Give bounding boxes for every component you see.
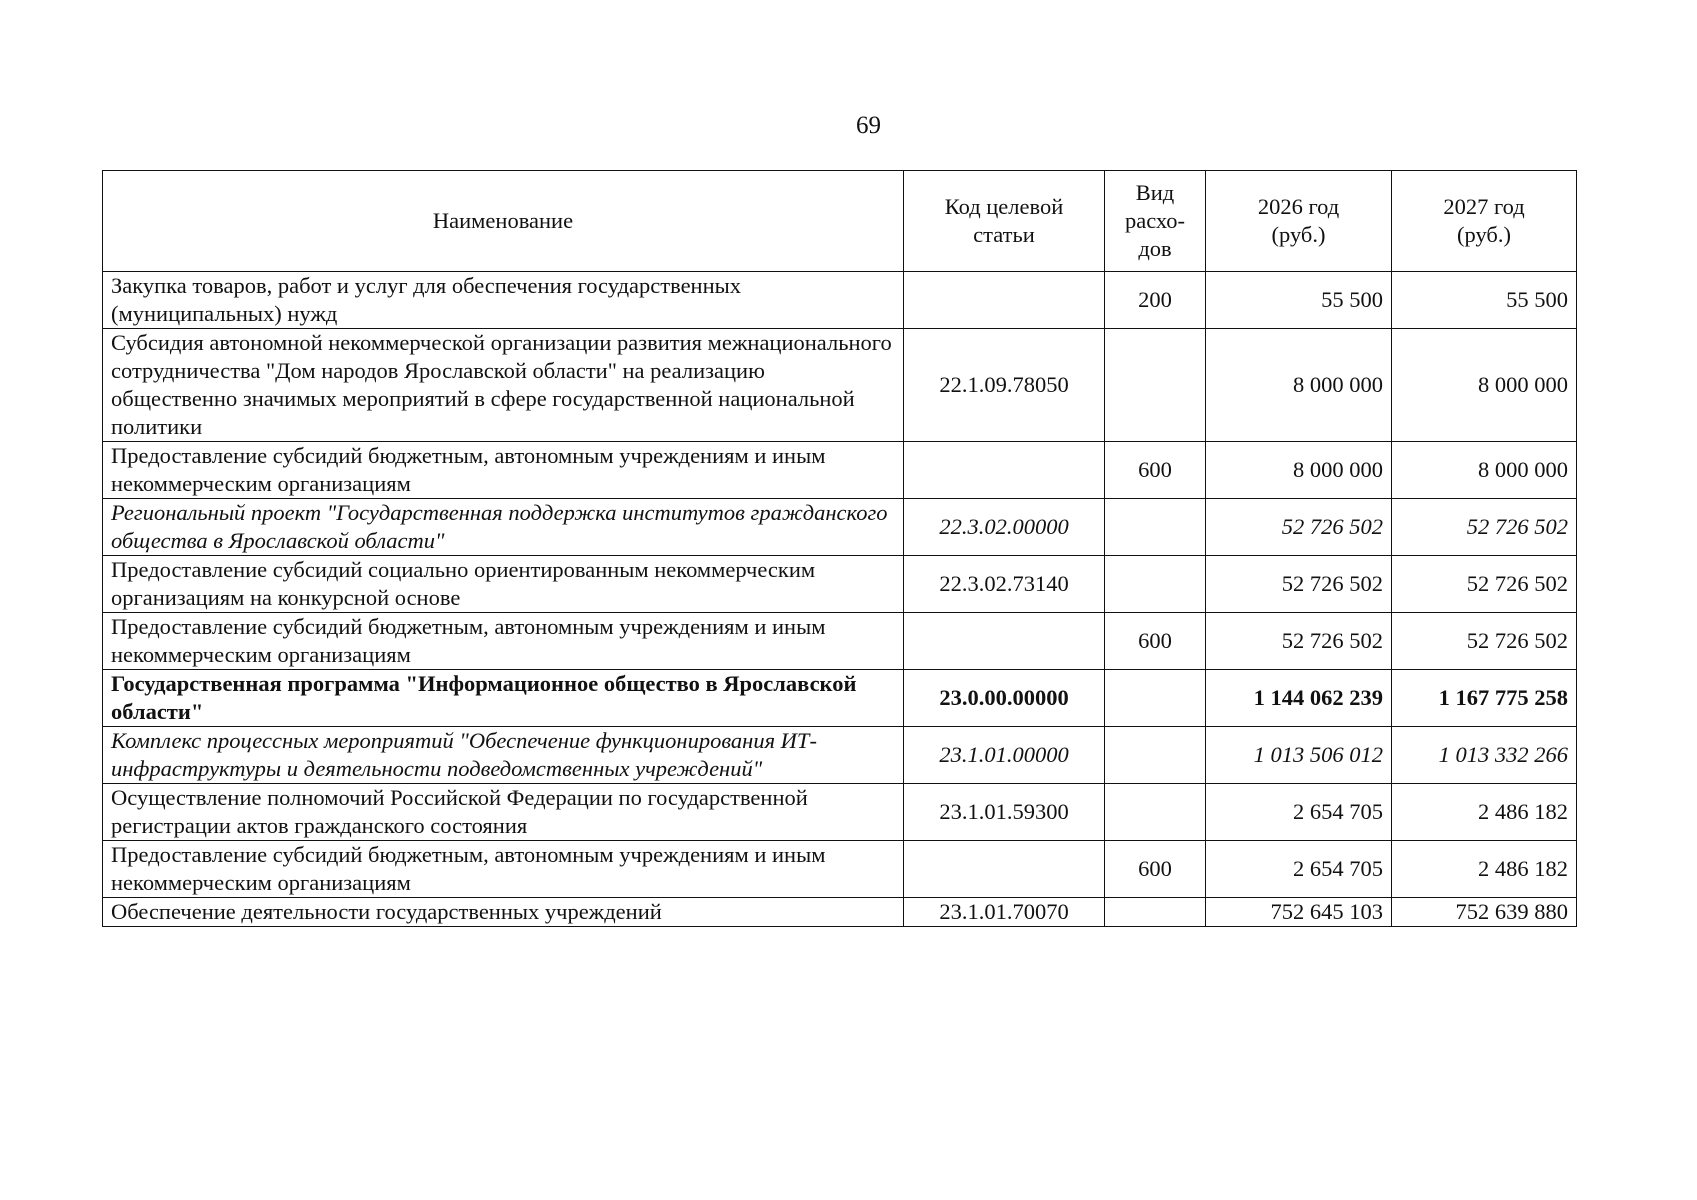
- row-amount-2026-cell: 2 654 705: [1206, 841, 1392, 898]
- row-kind-cell: [1105, 784, 1206, 841]
- row-code-cell: 23.1.01.70070: [904, 898, 1105, 927]
- row-name-cell: Комплекс процессных мероприятий "Обеспечение функционирования ИТ-инфраструктуры и деятельности подведомственных учреждений": [103, 727, 904, 784]
- row-name-cell: Предоставление субсидий социально ориентированным некоммерческим организациям на конкурсной основе: [103, 556, 904, 613]
- row-kind-cell: 600: [1105, 442, 1206, 499]
- row-kind-cell: [1105, 329, 1206, 442]
- row-code-cell: 23.1.01.59300: [904, 784, 1105, 841]
- row-kind-cell: 200: [1105, 272, 1206, 329]
- table-body: [103, 272, 1577, 927]
- row-code-cell: 22.3.02.00000: [904, 499, 1105, 556]
- row-amount-2027-cell: 2 486 182: [1392, 841, 1577, 898]
- row-amount-2026-cell: 52 726 502: [1206, 499, 1392, 556]
- table-row: [103, 329, 1577, 442]
- row-name-cell: Закупка товаров, работ и услуг для обеспечения государственных (муниципальных) нужд: [103, 272, 904, 329]
- table-row: [103, 556, 1577, 613]
- row-code-cell: [904, 442, 1105, 499]
- row-code-cell: [904, 613, 1105, 670]
- table-row: [103, 499, 1577, 556]
- table-row: [103, 272, 1577, 329]
- table-row: [103, 784, 1577, 841]
- row-amount-2026-cell: 2 654 705: [1206, 784, 1392, 841]
- header-name: Наименование: [103, 171, 904, 272]
- row-amount-2027-cell: 52 726 502: [1392, 556, 1577, 613]
- row-name-cell: Обеспечение деятельности государственных учреждений: [103, 898, 904, 927]
- row-amount-2027-cell: 52 726 502: [1392, 499, 1577, 556]
- row-amount-2027-cell: 1 013 332 266: [1392, 727, 1577, 784]
- row-amount-2027-cell: 8 000 000: [1392, 329, 1577, 442]
- row-kind-cell: [1105, 556, 1206, 613]
- row-name-cell: Осуществление полномочий Российской Федерации по государственной регистрации актов гражданского состояния: [103, 784, 904, 841]
- row-amount-2026-cell: 8 000 000: [1206, 442, 1392, 499]
- row-kind-cell: 600: [1105, 841, 1206, 898]
- row-name-cell: Субсидия автономной некоммерческой организации развития межнационального сотрудничества "Дом народов Ярославской области" на реализацию общественно значимых мероприятий в сфере государственной национальной политики: [103, 329, 904, 442]
- row-amount-2026-cell: 752 645 103: [1206, 898, 1392, 927]
- row-kind-cell: [1105, 670, 1206, 727]
- row-code-cell: 22.3.02.73140: [904, 556, 1105, 613]
- table-row: [103, 670, 1577, 727]
- budget-table: [102, 170, 1577, 927]
- row-amount-2026-cell: 55 500: [1206, 272, 1392, 329]
- row-amount-2026-cell: 52 726 502: [1206, 613, 1392, 670]
- row-amount-2026-cell: 52 726 502: [1206, 556, 1392, 613]
- row-amount-2027-cell: 1 167 775 258: [1392, 670, 1577, 727]
- table-row: [103, 841, 1577, 898]
- row-amount-2027-cell: 55 500: [1392, 272, 1577, 329]
- row-amount-2027-cell: 52 726 502: [1392, 613, 1577, 670]
- row-kind-cell: 600: [1105, 613, 1206, 670]
- header-2026: 2026 год (руб.): [1206, 171, 1392, 272]
- row-name-cell: Государственная программа "Информационное общество в Ярославской области": [103, 670, 904, 727]
- page-number: 69: [856, 112, 881, 139]
- row-amount-2026-cell: 1 144 062 239: [1206, 670, 1392, 727]
- table-row: [103, 442, 1577, 499]
- table-row: [103, 727, 1577, 784]
- row-name-cell: Региональный проект "Государственная поддержка институтов гражданского общества в Ярославской области": [103, 499, 904, 556]
- row-amount-2027-cell: 8 000 000: [1392, 442, 1577, 499]
- header-2027: 2027 год (руб.): [1392, 171, 1577, 272]
- table-row: [103, 613, 1577, 670]
- row-name-cell: Предоставление субсидий бюджетным, автономным учреждениям и иным некоммерческим организациям: [103, 613, 904, 670]
- row-amount-2026-cell: 1 013 506 012: [1206, 727, 1392, 784]
- row-kind-cell: [1105, 898, 1206, 927]
- row-code-cell: 22.1.09.78050: [904, 329, 1105, 442]
- row-name-cell: Предоставление субсидий бюджетным, автономным учреждениям и иным некоммерческим организациям: [103, 841, 904, 898]
- row-name-cell: Предоставление субсидий бюджетным, автономным учреждениям и иным некоммерческим организациям: [103, 442, 904, 499]
- row-code-cell: 23.1.01.00000: [904, 727, 1105, 784]
- table-header-row: [103, 171, 1577, 272]
- row-code-cell: 23.0.00.00000: [904, 670, 1105, 727]
- row-amount-2027-cell: 752 639 880: [1392, 898, 1577, 927]
- row-amount-2026-cell: 8 000 000: [1206, 329, 1392, 442]
- row-code-cell: [904, 272, 1105, 329]
- row-amount-2027-cell: 2 486 182: [1392, 784, 1577, 841]
- row-kind-cell: [1105, 499, 1206, 556]
- header-code: Код целевой статьи: [904, 171, 1105, 272]
- row-kind-cell: [1105, 727, 1206, 784]
- row-code-cell: [904, 841, 1105, 898]
- header-kind: Вид расхо-дов: [1105, 171, 1206, 272]
- table-row: [103, 898, 1577, 927]
